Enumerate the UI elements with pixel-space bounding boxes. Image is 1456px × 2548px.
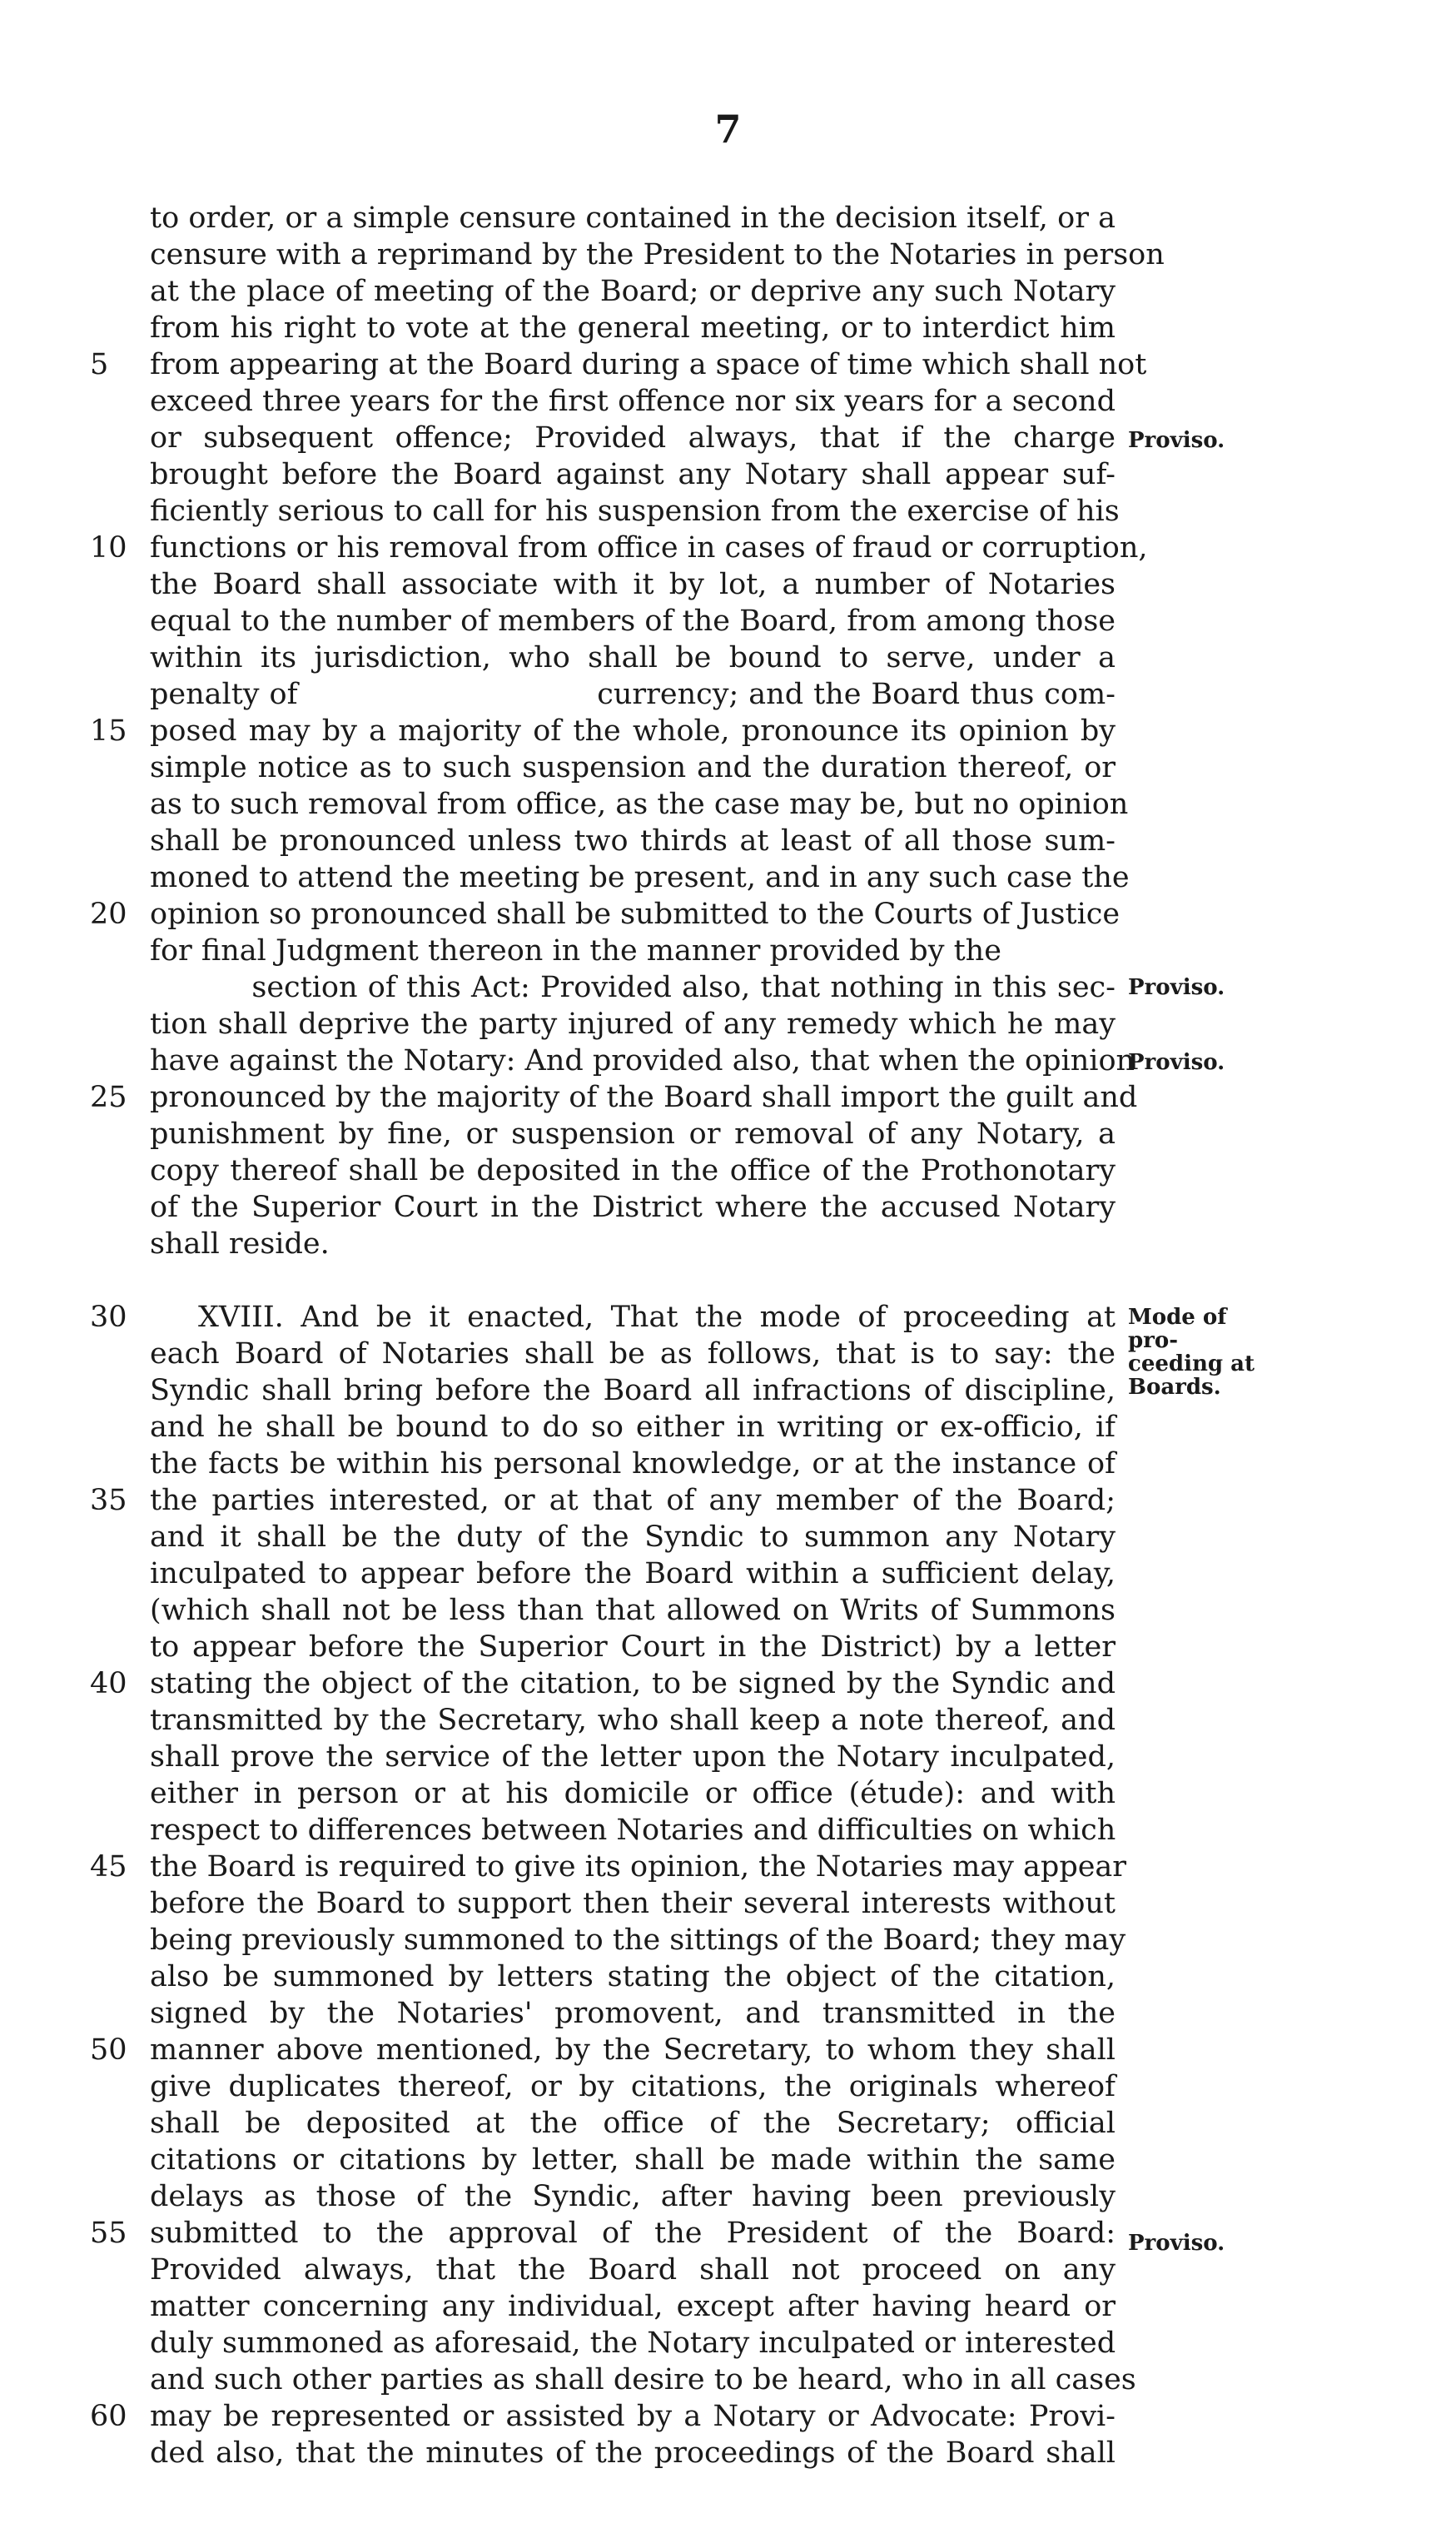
text-line: at the place of meeting of the Board; or deprive any such Notary: [150, 275, 1116, 308]
text-line: respect to differences between Notaries and difficulties on which: [150, 1814, 1116, 1847]
text-line: duly summoned as aforesaid, the Notary inculpated or interested: [150, 2327, 1116, 2360]
line-number: 45: [90, 1850, 127, 1884]
text-line: give duplicates thereof, or by citations, the originals whereof: [150, 2070, 1116, 2103]
text-line: and he shall be bound to do so either in writing or ex-officio, if: [150, 1411, 1116, 1444]
text-line: within its jurisdiction, who shall be bound to serve, under a: [150, 641, 1116, 674]
text-line: opinion so pronounced shall be submitted to the Courts of Justice: [150, 898, 1121, 931]
text-line: equal to the number of members of the Board, from among those: [150, 605, 1116, 638]
line-number: 25: [90, 1081, 127, 1114]
text-line: have against the Notary: And provided also, that when the opinion: [150, 1044, 1135, 1077]
margin-note: Proviso.: [1128, 975, 1225, 1000]
text-line: delays as those of the Syndic, after having been previously: [150, 2180, 1116, 2213]
text-line: or subsequent offence; Provided always, that if the charge: [150, 421, 1116, 455]
text-line: shall reside.: [150, 1227, 330, 1261]
line-number: 40: [90, 1667, 127, 1700]
text-line: ficiently serious to call for his suspension from the exercise of his: [150, 495, 1120, 528]
text-line: and it shall be the duty of the Syndic to summon any Notary: [150, 1520, 1116, 1554]
text-line: of the Superior Court in the District where the accused Notary: [150, 1191, 1116, 1224]
text-line: submitted to the approval of the President of the Board:: [150, 2217, 1116, 2250]
text-line: posed may by a majority of the whole, pronounce its opinion by: [150, 714, 1116, 748]
text-line: moned to attend the meeting be present, and in any such case the: [150, 861, 1130, 894]
margin-note: Proviso.: [1128, 1050, 1225, 1075]
text-line: shall be pronounced unless two thirds at least of all those sum-: [150, 824, 1116, 858]
text-line: the Board shall associate with it by lot, a number of Notaries: [150, 568, 1116, 601]
text-line: each Board of Notaries shall be as follows, that is to say: the: [150, 1337, 1116, 1371]
text-line: (which shall not be less than that allowed on Writs of Summons: [150, 1594, 1116, 1627]
text-line: penalty of currency; and the Board thus com-: [150, 678, 1116, 711]
line-number: 50: [90, 2033, 127, 2067]
text-line: ded also, that the minutes of the proceedings of the Board shall: [150, 2436, 1116, 2470]
line-number: 20: [90, 898, 127, 931]
text-line: copy thereof shall be deposited in the office of the Prothonotary: [150, 1154, 1116, 1187]
text-line: section of this Act: Provided also, that nothing in this sec-: [150, 971, 1116, 1004]
margin-note: Proviso.: [1128, 428, 1225, 453]
text-line: from appearing at the Board during a space of time which shall not: [150, 348, 1147, 381]
text-line: exceed three years for the first offence nor six years for a second: [150, 385, 1116, 418]
text-line: pronounced by the majority of the Board shall import the guilt and: [150, 1081, 1138, 1114]
line-number: 35: [90, 1484, 127, 1517]
text-line: from his right to vote at the general meeting, or to interdict him: [150, 311, 1116, 345]
page-number: 7: [714, 107, 742, 152]
line-number: 30: [90, 1301, 127, 1334]
line-number: 55: [90, 2217, 127, 2250]
text-line: inculpated to appear before the Board within a sufficient delay,: [150, 1557, 1116, 1590]
text-line: simple notice as to such suspension and the duration thereof, or: [150, 751, 1116, 784]
text-line: for final Judgment thereon in the manner provided by the: [150, 934, 1001, 968]
text-line: stating the object of the citation, to be signed by the Syndic and: [150, 1667, 1116, 1700]
text-line: the Board is required to give its opinion, the Notaries may appear: [150, 1850, 1127, 1884]
text-line: manner above mentioned, by the Secretary, to whom they shall: [150, 2033, 1116, 2067]
line-number: 5: [90, 348, 109, 381]
line-number: 10: [90, 531, 127, 565]
text-line: punishment by fine, or suspension or removal of any Notary, a: [150, 1117, 1116, 1151]
margin-note: Proviso.: [1128, 2231, 1225, 2256]
text-line: also be summoned by letters stating the object of the citation,: [150, 1960, 1116, 1993]
text-line: to appear before the Superior Court in the District) by a letter: [150, 1630, 1116, 1664]
text-line: shall be deposited at the office of the Secretary; official: [150, 2107, 1116, 2140]
text-line: functions or his removal from office in cases of fraud or corruption,: [150, 531, 1148, 565]
text-line: citations or citations by letter, shall be made within the same: [150, 2143, 1116, 2177]
text-line: and such other parties as shall desire to be heard, who in all cases: [150, 2363, 1136, 2396]
text-line: to order, or a simple censure contained in the decision itself, or a: [150, 202, 1116, 235]
text-line: before the Board to support then their several interests without: [150, 1887, 1116, 1920]
text-line: Provided always, that the Board shall not proceed on any: [150, 2253, 1116, 2287]
margin-note: Mode of pro- ceeding at Boards.: [1128, 1305, 1255, 1400]
text-line: signed by the Notaries' promovent, and transmitted in the: [150, 1997, 1116, 2030]
line-number: 60: [90, 2400, 127, 2433]
text-line: brought before the Board against any Notary shall appear suf-: [150, 458, 1116, 491]
text-line: censure with a reprimand by the President to the Notaries in person: [150, 238, 1165, 271]
text-line: matter concerning any individual, except after having heard or: [150, 2290, 1116, 2323]
text-line: the facts be within his personal knowledge, or at the instance of: [150, 1447, 1116, 1481]
text-line: may be represented or assisted by a Notary or Advocate: Provi-: [150, 2400, 1116, 2433]
text-line: Syndic shall bring before the Board all infractions of discipline,: [150, 1374, 1116, 1407]
text-line: XVIII. And be it enacted, That the mode of proceeding at: [198, 1301, 1116, 1334]
text-line: transmitted by the Secretary, who shall keep a note thereof, and: [150, 1704, 1116, 1737]
text-line: being previously summoned to the sittings of the Board; they may: [150, 1923, 1126, 1957]
text-line: either in person or at his domicile or office (étude): and with: [150, 1777, 1116, 1810]
line-number: 15: [90, 714, 127, 748]
text-line: the parties interested, or at that of any member of the Board;: [150, 1484, 1116, 1517]
text-line: tion shall deprive the party injured of any remedy which he may: [150, 1008, 1116, 1041]
text-line: as to such removal from office, as the case may be, but no opinion: [150, 788, 1129, 821]
text-line: shall prove the service of the letter upon the Notary inculpated,: [150, 1740, 1116, 1774]
